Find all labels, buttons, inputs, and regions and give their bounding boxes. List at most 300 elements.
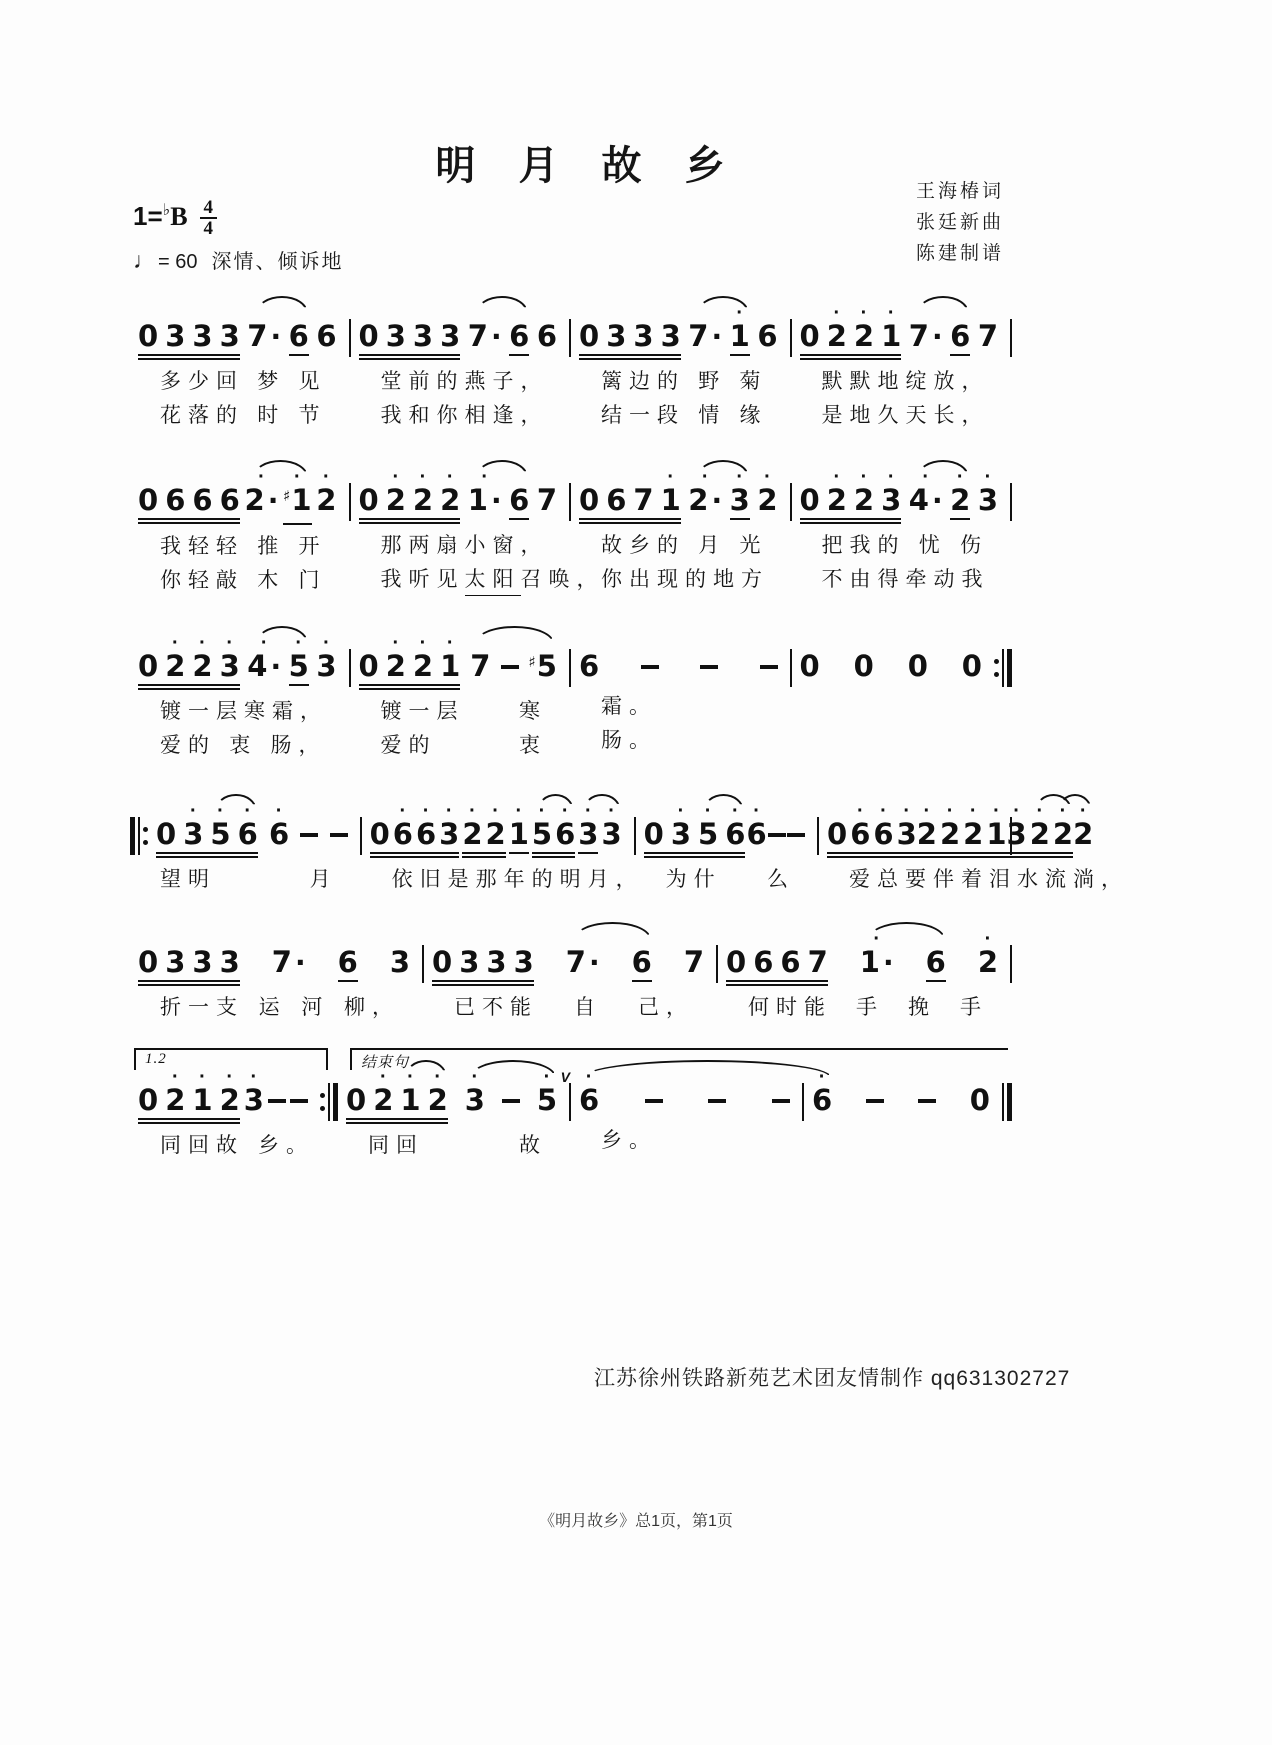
beat-groups [571,638,790,682]
note [165,1066,186,1117]
notes-row [338,1066,571,1126]
beam-group-notes [529,638,557,687]
octave-dot [706,638,712,651]
octave-dot: · [323,632,330,654]
beam-group [467,466,502,517]
beam-group [800,638,820,682]
dash [501,665,519,669]
note-digit: 2 [412,649,434,683]
octave-dot: · [471,1066,479,1088]
note [385,632,406,683]
beam-group-notes [579,638,599,682]
beam-lines [346,1118,448,1126]
note-digit: 3 [192,319,213,353]
octave-dot: · [818,1066,826,1088]
note [470,638,490,682]
octave-dot: · [880,800,887,822]
lyric-syllable: 牵 [905,568,934,591]
lyric-line [571,692,792,721]
beam-group-notes [799,466,902,517]
beam-lines [359,354,461,362]
beam-group [926,934,946,984]
octave-dot [651,1072,657,1085]
lyric-syllable: 伴着泪水 [933,868,1045,891]
measure [338,1066,571,1160]
lyric-line [351,401,572,430]
note-digit: 3 [601,817,622,851]
beam-line [432,980,534,982]
note-digit: 2 [385,649,406,683]
beat-groups [130,934,422,988]
beam-group [977,466,998,517]
note [359,308,379,352]
beam-group-notes [977,928,998,979]
note [633,472,653,516]
note-digit: 2 [1029,817,1050,851]
beam-group-notes [978,308,998,352]
note-digit: 2 [826,319,847,353]
octave-dot [274,1072,280,1085]
note-digit: 2 [412,483,434,517]
lyric-line [571,565,792,594]
barline-stroke [1002,649,1004,687]
lyric-syllable: 故 [519,1134,547,1157]
lyric-syllable: 故乡的 [601,534,685,557]
lyric-syllable: 缘 [739,404,768,427]
note [909,308,943,352]
beam-group [688,308,722,352]
measure [351,466,605,596]
lyric-syllable: 折一支 [160,996,244,1019]
beam-group [330,806,348,837]
beam-line [578,852,598,854]
note [977,466,998,517]
octave-dot: · [422,800,430,822]
note [467,466,502,517]
note [926,934,946,978]
beam-line [644,852,746,854]
note-digit: 2 [757,483,778,517]
beam-line [800,522,902,524]
measure [130,632,351,760]
octave-dot: · [856,800,864,822]
octave-dot [715,1072,721,1085]
beam-group [962,638,982,682]
beam-group-notes [243,1066,264,1117]
lyric-syllable: 镀一层 [160,700,244,723]
note-digit: 6 [725,817,746,851]
duration-dot: · [294,946,306,979]
beam-group-notes [566,934,600,978]
note [606,308,626,352]
beam-group-notes [908,466,943,517]
barline-stroke [1010,319,1012,357]
notes-row [792,302,1013,362]
score [130,292,1129,1160]
lyric-syllable: 默默地 [821,370,906,393]
note [192,308,212,352]
note [896,800,917,851]
beam-group-notes [579,466,681,517]
beam-group [768,806,786,837]
lyric-syllable: 河 [301,996,330,1019]
note-digit: 3 [729,483,750,517]
note-digit: 0 [432,945,453,979]
lyric-syllable: 乡。 [258,1134,315,1157]
note-digit: 0 [579,319,600,353]
beam-line [370,852,460,854]
note-digit: 0 [827,817,848,851]
note [760,638,778,669]
note-digit: 4 · [247,649,282,683]
note-digit: 6 [579,649,600,683]
beam-group-notes [470,638,490,682]
note [413,308,433,352]
note [165,632,186,683]
lyric-syllable: 月， [587,868,644,891]
note [192,934,212,978]
note [316,308,336,352]
simple-barline [1010,319,1012,357]
lyric-line [130,993,424,1022]
duration-dot: · [270,320,282,353]
note [746,800,767,851]
beat-groups [338,1066,570,1126]
note [977,928,998,979]
octave-dot: · [481,466,489,488]
beam-group [283,466,312,527]
beam-group [645,1072,663,1103]
beat-groups [792,638,995,682]
beam-line [359,522,461,524]
lyric-syllable: 动 [933,568,962,591]
lyric-syllable: 霜， [272,700,328,723]
note-digit: 5 [288,649,309,683]
barline-stroke [328,1083,330,1121]
lyric-syllable: 月 [698,534,727,557]
note-digit: 6 [753,945,774,979]
beam-group-notes [467,466,502,517]
note [138,638,158,682]
lyric-line [804,1126,1012,1155]
dash [641,665,659,669]
beam-group-notes [358,632,461,683]
beam-group [977,928,998,979]
note [247,632,282,683]
note-digit: 6 [850,817,871,851]
lyric-syllable: 小 [464,534,493,557]
repeat-dots [320,1083,325,1121]
beam-group-notes [962,638,982,682]
note [268,800,290,851]
note-digit: 3 [660,319,681,353]
note [192,632,213,683]
beam-group-notes [156,800,258,851]
measure [804,1066,1012,1155]
lyric-syllable: 方 [741,568,769,591]
note [138,308,158,352]
beam-group-notes [272,934,306,978]
note [579,308,599,352]
beam-lines [950,354,970,358]
note-digit: 3 [440,319,461,353]
note [508,800,529,851]
lyric-syllable: 地 [713,568,741,591]
note-digit: 6 [555,817,576,851]
beam-group-notes [950,466,971,517]
dash [645,1099,663,1103]
beam-lines [917,852,1007,860]
beam-group-notes [726,934,828,978]
measure [792,466,1013,594]
lyric-syllable: 依旧是 [391,868,476,891]
octave-dot: · [701,466,709,488]
lyric-line [571,401,792,430]
volta-label: 1.2 [145,1051,167,1067]
beat-groups [819,800,1094,860]
page-info: 《明月故乡》总1页，第1页 [539,1513,733,1530]
note [826,302,847,353]
system-row [130,800,1129,894]
octave-dot: · [736,466,744,488]
note [729,302,750,353]
dash [772,1099,790,1103]
octave-dot: · [753,800,760,822]
beat-groups [571,466,790,526]
lyric-line [792,692,1013,721]
note-digit: 1 [729,319,750,353]
note [800,308,820,352]
beam-group-notes [866,1072,884,1103]
octave-dot: · [731,800,739,822]
note [289,308,309,352]
beam-group [799,466,902,526]
beam-group [537,308,557,352]
barline-stroke [138,817,140,855]
octave-dot: · [434,1066,441,1088]
notes-row [571,302,792,362]
octave-dot [507,638,513,651]
note [644,806,664,850]
measure [130,308,351,430]
beam-group [632,934,652,984]
note-digit: 6 [219,483,240,517]
octave-dot: · [667,466,674,488]
lyric-line [792,726,1013,755]
music-system [130,292,1012,430]
beam-group-notes [290,1072,308,1103]
beam-line [800,354,902,356]
beam-group [909,308,943,352]
expression-text: 深情、倾诉地 [211,251,344,273]
note [970,1072,990,1116]
note [268,1072,286,1103]
note-digit: 3 [486,945,507,979]
note-digit: 2 [440,483,461,517]
beam-group [531,800,576,860]
lyric-syllable: 爱总要 [849,868,933,891]
note-digit: 2 [165,649,186,683]
beam-lines [138,980,240,988]
note-digit: 2 [1052,817,1074,851]
octave-dot: · [226,1066,233,1088]
note [854,638,874,682]
beam-group [579,638,599,682]
beam-line [800,518,902,520]
barline-stroke [1002,1083,1004,1121]
octave-dot: · [833,466,841,488]
lyric-line [338,1131,571,1160]
lyric-syllable: 情 [698,404,727,427]
note [800,638,820,682]
note-digit: 6 [811,1083,833,1117]
beam-group-notes [757,308,777,352]
lyric-syllable: 么 [767,868,795,891]
beam-line [138,518,240,520]
note [537,472,557,516]
beam-group-notes [708,1072,726,1103]
note-digit: 2 [427,1083,448,1117]
quarter-note-icon: ♩ [133,247,156,273]
beam-group [688,466,723,517]
beam-line [950,518,970,520]
note-digit: 3 [1006,817,1027,851]
beat-groups [636,800,817,860]
beam-group [579,1066,600,1117]
beam-group [243,1066,264,1117]
octave-dot: · [1079,800,1087,822]
beam-group-notes [283,466,312,521]
lyric-syllable: 堂前的 [380,370,465,393]
beam-group-notes [359,308,461,352]
beam-group-notes [509,308,529,352]
beam-lines [359,518,461,526]
note [708,1072,726,1103]
beam-line [346,1122,448,1124]
note [165,308,185,352]
beam-line [138,354,240,356]
beam-group [918,1072,936,1103]
note-digit: 3 [165,945,186,979]
note [138,472,158,516]
lyric-syllable: 燕 [464,370,493,393]
beam-group [138,472,240,526]
note-digit: 6 [288,319,309,353]
lyric-syllable: 窗， [492,534,549,557]
lyric-syllable: 同回故 [160,1134,244,1157]
beam-lines [509,354,529,358]
lyric-line [130,367,351,396]
note [918,1072,936,1103]
lyric-syllable: 肠， [270,734,327,757]
beam-group-notes [300,806,318,837]
beam-lines [578,852,598,856]
octave-dot: · [1036,800,1044,822]
beam-line [509,354,529,356]
octave-dot [924,1072,930,1085]
beam-lines [800,354,902,362]
octave-dot: · [419,632,427,654]
note-digit: 3 [183,817,204,851]
beam-group-notes [688,466,723,517]
beam-group [772,1072,790,1103]
octave-dot: · [469,800,476,822]
beam-group [509,308,529,358]
note [1006,800,1027,851]
dash [300,833,318,837]
note-digit: 0 [138,1083,159,1117]
note-digit: 0 [907,649,928,683]
note [244,466,279,517]
notes-row [130,308,351,362]
beam-lines [632,980,652,984]
beam-group [950,308,970,358]
note-digit: 1 [986,817,1007,851]
lyric-syllable: 篱边的 [601,370,685,393]
lyric-syllable: 野 [698,370,727,393]
note [853,302,875,353]
lyric-syllable: 开 [298,535,327,558]
beam-group-notes [688,308,722,352]
duration-dot: · [490,484,502,517]
beam-group [854,638,874,682]
note [501,638,519,669]
lyric-syllable: 光 [739,534,768,557]
lyric-syllable: 推 [257,535,286,558]
note [486,934,506,978]
lyric-line [130,1131,338,1160]
note [219,632,240,683]
meter-denominator: 4 [203,218,214,239]
note-digit: 3 [219,319,240,353]
beam-group-notes [787,806,805,837]
octave-dot: · [923,800,931,822]
note-digit: 3 [513,945,534,979]
note-digit: 6 [579,1083,600,1117]
measure [362,800,644,894]
beam-group [509,472,529,522]
note [412,632,434,683]
volta-bracket [350,1048,1008,1070]
note-digit: 3 [439,817,460,851]
note [881,302,902,353]
lyric-syllable: 爱的 [160,734,216,757]
octave-dot: · [984,466,992,488]
note-digit: 6 [316,319,337,353]
note-digit: 0 [369,817,390,851]
beat-groups [130,1066,320,1126]
note-digit: 2 [963,817,984,851]
beam-line [289,684,309,686]
note [859,928,894,979]
note-digit: 6 [536,319,557,353]
beam-group [359,308,461,362]
barline-stroke [1010,945,1012,983]
system-row [130,466,1012,596]
note-digit: 2 [826,483,847,517]
octave-dot: · [275,800,283,822]
note [192,1066,213,1117]
beam-group-notes [316,632,337,683]
lyric-syllable: 我和你 [380,404,465,427]
note [514,934,534,978]
beam-group-notes [579,1066,600,1117]
beam-lines [800,518,902,526]
beam-group-notes [462,800,506,851]
lyric-line [792,367,1013,396]
lyric-syllable: 把我的 [821,534,906,557]
note [156,806,176,850]
